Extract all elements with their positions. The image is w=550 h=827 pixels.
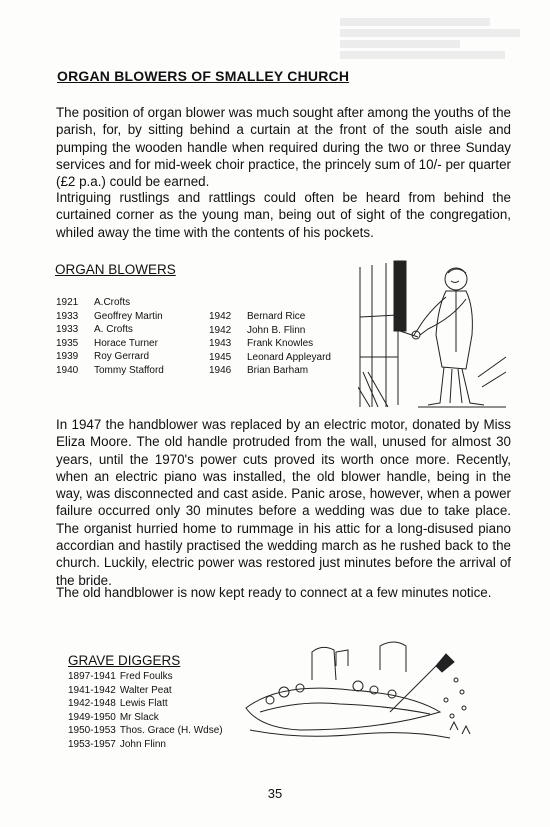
list-item [209, 324, 331, 338]
name: John Flinn [119, 738, 166, 750]
years: 1941-1942 [68, 684, 116, 696]
list-item [56, 350, 164, 364]
bleed-through-text [340, 18, 540, 78]
years: 1950-1953 [68, 725, 116, 737]
name: Brian Barham [247, 365, 309, 377]
list-item [68, 738, 223, 752]
organ-blowers-heading: ORGAN BLOWERS [55, 262, 176, 277]
page-title: ORGAN BLOWERS OF SMALLEY CHURCH [57, 68, 350, 84]
list-item [68, 711, 223, 725]
name: Thos. Grace (H. Wdse) [119, 725, 223, 737]
name: John B. Flinn [247, 324, 306, 336]
name: Horace Turner [94, 337, 158, 349]
year: 1945 [209, 351, 232, 363]
organ-blowers-list-right [209, 310, 331, 378]
organ-blower-illustration [358, 257, 508, 412]
intro-paragraph-2: Intriguing rustlings and rattlings could often be heard from behind the curtained corner as the young man, being out of sight of the congregation, whiled away the time with the contents of his pockets. [56, 190, 511, 240]
list-item [68, 670, 223, 684]
grave-diggers-list [68, 670, 223, 752]
list-item [56, 296, 164, 310]
years: 1953-1957 [68, 738, 116, 750]
page-number: 35 [267, 786, 283, 801]
name: Bernard Rice [247, 311, 306, 322]
name: Lewis Flatt [119, 698, 168, 710]
year: 1921 [56, 297, 79, 308]
list-item [209, 364, 331, 378]
list-item [209, 310, 331, 324]
name: A.Crofts [94, 297, 131, 308]
name: Roy Gerrard [94, 351, 150, 363]
list-item [209, 351, 331, 365]
list-item [56, 323, 164, 337]
name: Frank Knowles [247, 338, 314, 350]
list-item [68, 724, 223, 738]
name: Tommy Stafford [94, 364, 164, 376]
intro-paragraph-1: The position of organ blower was much sought after among the youths of the parish, for, by sitting behind a curtain at the front of the south aisle and pumping the wooden handle when required during the two or three Sunday services and for mid-week choir practice, the princely sum of 10/- per quarter (£2 p.a.) could be earned. [56, 105, 511, 190]
list-item [68, 684, 223, 698]
list-item [56, 310, 164, 324]
year: 1943 [209, 338, 232, 350]
name: Leonard Appleyard [247, 351, 331, 363]
story-closing-paragraph: The old handblower is now kept ready to connect at a few minutes notice. [56, 585, 492, 600]
name: Walter Peat [119, 684, 172, 696]
year: 1935 [56, 337, 79, 349]
year: 1942 [209, 311, 232, 322]
years: 1942-1948 [68, 698, 116, 710]
organ-blowers-list-left [56, 296, 164, 378]
name: Geoffrey Martin [94, 310, 163, 322]
list-item [56, 364, 164, 378]
year: 1942 [209, 324, 232, 336]
years: 1897-1941 [68, 671, 116, 682]
year: 1933 [56, 324, 79, 336]
grave-diggers-heading: GRAVE DIGGERS [68, 653, 181, 668]
name: A. Crofts [94, 324, 133, 336]
years: 1949-1950 [68, 711, 116, 723]
list-item [68, 697, 223, 711]
year: 1940 [56, 364, 79, 376]
story-paragraph: In 1947 the handblower was replaced by an electric motor, donated by Miss Eliza Moore. The old handle protruded from the wall, unused for almost 30 years, until the 1970's power cuts proved its worth once more. Recently, when an electric piano was installed, the old blower handle, being in the way, was disconnected and cast aside. Panic arose, however, when a power failure occurred only 30 minutes before a wedding was due to take place. The organist hurried home to rummage in his attic for a long-disused piano accordian and hastily practised the wedding march as he rushed back to the church. Luckily, electric power was restored just minutes before the arrival of the bride. [56, 417, 511, 588]
year: 1946 [209, 365, 232, 377]
year: 1939 [56, 351, 79, 363]
list-item [56, 337, 164, 351]
year: 1933 [56, 310, 79, 322]
name: Mr Slack [119, 711, 159, 723]
list-item [209, 337, 331, 351]
name: Fred Foulks [119, 671, 173, 682]
grave-diggers-illustration [240, 630, 475, 745]
